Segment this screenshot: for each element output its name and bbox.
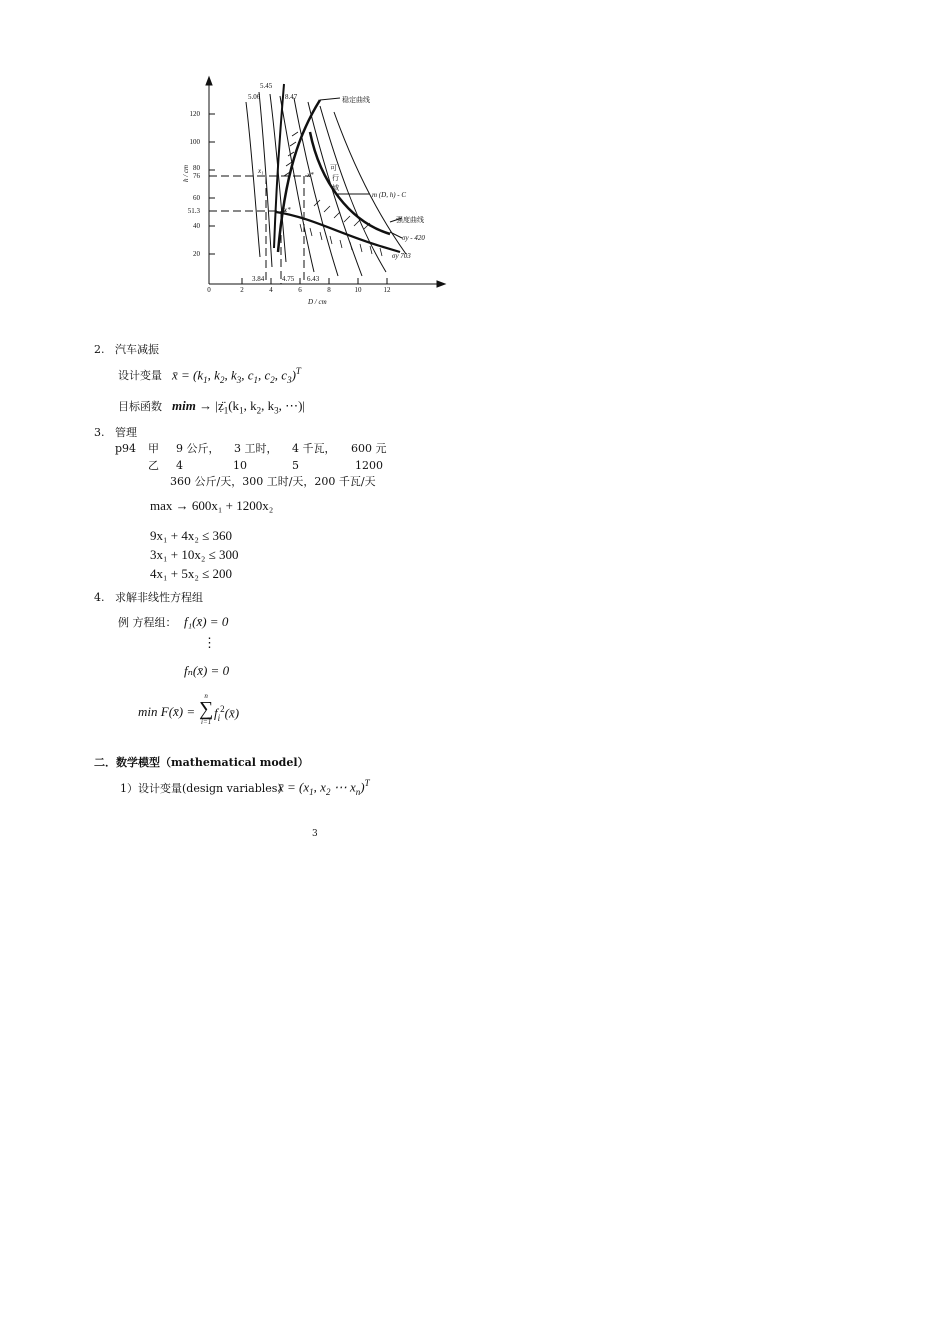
y-tick-51-3: 51.3: [187, 207, 200, 215]
lp-constraint-1: 9x₁ + 4x₂ ≤ 360: [150, 528, 233, 543]
sigma-label-2: σy 703: [392, 252, 411, 260]
x-tick-6: 6: [298, 286, 302, 294]
y-tick-20: 20: [193, 250, 200, 258]
bottom-label-6-43: 6.43: [307, 275, 320, 283]
x-tick-0: 0: [207, 286, 211, 294]
y-axis-label: h / cm: [182, 164, 190, 182]
y-tick-40: 40: [193, 222, 200, 230]
item2-title: 汽车减振: [115, 343, 159, 356]
section2-heading-prefix: 二．数学模型（: [94, 756, 171, 769]
lp-objective: max → 600x₁ + 1200x₂: [150, 498, 274, 513]
lp-constraint-2: 3x₁ + 10x₂ ≤ 300: [150, 547, 239, 562]
point-x1-label: x₁: [258, 167, 264, 175]
design-var-lhs: x̄ = (k: [172, 367, 204, 383]
table-r3: 360 公斤/天，300 工时/天，200 千瓦/天: [170, 475, 376, 488]
y-tick-100: 100: [189, 138, 200, 146]
objective-label: 目标函数: [118, 400, 162, 413]
section2-heading-en: mathematical model: [171, 756, 298, 769]
optimum-label-2: x*: [284, 206, 291, 214]
table-r1-c2: 甲: [148, 442, 159, 455]
stability-curve-label: 稳定曲线: [342, 96, 370, 104]
section2-heading: [94, 756, 309, 769]
sigma-label-1: σy - 420: [402, 234, 425, 242]
feasible-label-1: 可: [330, 164, 337, 172]
bottom-label-4-75: 4.75: [282, 275, 295, 283]
y-tick-120: 120: [189, 110, 200, 118]
x-tick-10: 10: [354, 286, 362, 294]
x-tick-2: 2: [240, 286, 244, 294]
table-r2-c4: 5: [292, 459, 299, 472]
x-tick-4: 4: [269, 286, 273, 294]
mass-curve-label: m (D, h) - C: [372, 191, 407, 199]
design-variables-expression: x̄ = ($x_1$, $x_2$ ⋯ $x_n)^T$: [278, 778, 370, 797]
equation-n: fₙ(x̄) = 0: [184, 663, 230, 678]
design-var-label: 设计变量: [118, 369, 162, 382]
table-r1-c6: 600 元: [351, 442, 387, 455]
objective-expression: mim → $|ẓ̈_1(k_1$, $k_2$, $k_3$, ⋯)|: [172, 398, 305, 416]
table-r2-c5: 1200: [355, 459, 383, 472]
y-tick-60: 60: [193, 194, 200, 202]
item4-title: 求解非线性方程组: [115, 591, 203, 604]
top-label-5-45: 5.45: [260, 82, 273, 90]
item3-title: 管理: [115, 426, 137, 439]
table-r1-c4: 3 工时，: [234, 442, 278, 455]
table-r1-c3: 9 公斤，: [176, 442, 220, 455]
feasible-label-3: 域: [332, 184, 339, 192]
optimum-label: x*: [307, 171, 314, 179]
bottom-label-3-84: 3.84: [252, 275, 265, 283]
top-label-5-06: 5.06: [248, 93, 261, 101]
example-label: 例 方程组：: [118, 616, 177, 629]
y-tick-76: 76: [193, 172, 200, 180]
x-tick-8: 8: [327, 286, 331, 294]
design-space-figure: [180, 72, 460, 312]
sum-term: $f_i^2(x̄)$: [214, 704, 240, 723]
feasible-label-2: 行: [332, 174, 339, 182]
page-number: 3: [312, 829, 318, 839]
item3-number: 3.: [94, 426, 105, 439]
min-F-expression: [138, 704, 195, 720]
vertical-dots: ⋮: [203, 635, 216, 650]
x-axis-label: D / cm: [308, 298, 327, 306]
table-r1-c1: p94: [115, 442, 137, 455]
top-label-8-47: 8.47: [285, 93, 298, 101]
item4-number: 4.: [94, 591, 105, 604]
item2-number: 2.: [94, 343, 105, 356]
equation-1: f₁(x̄) = 0: [184, 614, 229, 629]
strength-curve-label: 强度曲线: [396, 216, 424, 224]
table-r1-c5: 4 千瓦，: [292, 442, 336, 455]
objective-text: mim →: [172, 398, 213, 413]
table-r2-c3: 10: [233, 459, 247, 472]
lp-constraint-3: 4x₁ + 5x₂ ≤ 200: [150, 566, 233, 581]
table-r2-c1: 乙: [148, 459, 159, 472]
min-F-lhs: min F(x̄) =: [138, 704, 196, 719]
design-variables-label: 1）设计变量(design variables): [120, 782, 282, 795]
design-var-expression: x̄ = ($k_1$, $k_2$, $k_3$, $c_1$, $c_2$, $c_3)^T$: [172, 366, 301, 385]
section2-heading-suffix: ）: [297, 756, 309, 769]
y-tick-80: 80: [193, 164, 200, 172]
sum-symbol: n ∑ i=1: [199, 692, 214, 726]
table-r2-c2: 4: [176, 459, 183, 472]
x-tick-12: 12: [383, 286, 391, 294]
